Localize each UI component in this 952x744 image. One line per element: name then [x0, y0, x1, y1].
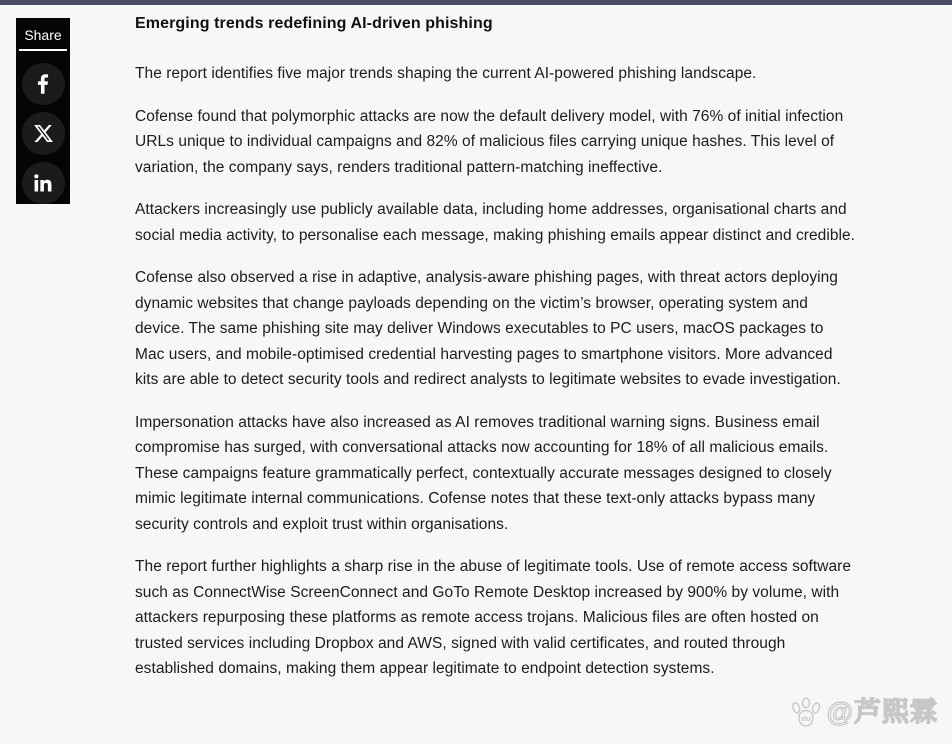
- watermark-text: @芦熙霖: [826, 696, 938, 727]
- watermark: [788, 696, 938, 728]
- share-facebook-button[interactable]: [22, 63, 65, 105]
- article-paragraph-legitimate-tools: The report further highlights a sharp rise in the abuse of legitimate tools. Use of remote access software such as ConnectWise ScreenConnect and GoTo Remote Desktop increased by 900% by volume, with attackers repurposing these platforms as remote access trojans. Malicious files are often hosted on trusted services including Dropbox and AWS, signed with valid certificates, and routed through established domains, making them appear legitimate to endpoint detection systems.: [135, 558, 852, 677]
- top-accent-bar: [0, 0, 952, 5]
- facebook-icon: [30, 71, 56, 97]
- share-x-button[interactable]: [22, 112, 65, 154]
- linkedin-icon: [31, 171, 55, 195]
- article-paragraph-adaptive-pages: Cofense also observed a rise in adaptive, analysis-aware phishing pages, with threat actors deploying dynamic websites that change payloads depending on the victim’s browser, operating system and device. The same phishing site may deliver Windows executables to PC users, macOS packages to Mac users, and mobile-optimised credential harvesting pages to smartphone visitors. More advanced kits are able to detect security tools and redirect analysts to legitimate websites to evade investigation.: [135, 269, 841, 388]
- share-divider: [19, 49, 67, 51]
- article-paragraph-intro: The report identifies five major trends shaping the current AI-powered phishing landscape.: [135, 65, 757, 82]
- svg-text:du: du: [801, 714, 811, 724]
- baidu-paw-icon: [788, 696, 824, 728]
- x-twitter-icon: [33, 123, 54, 144]
- share-widget: [16, 18, 70, 204]
- article-body: [135, 13, 857, 699]
- article-heading: Emerging trends redefining AI-driven phishing: [135, 15, 493, 32]
- article-paragraph-polymorphic: Cofense found that polymorphic attacks are now the default delivery model, with 76% of initial infection URLs unique to individual campaigns and 82% of malicious files carrying unique hashes. This level of variation, the company says, renders traditional pattern-matching ineffective.: [135, 107, 844, 176]
- share-label: Share: [24, 27, 62, 43]
- article-paragraph-personalisation: Attackers increasingly use publicly available data, including home addresses, organisational charts and social media activity, to personalise each message, making phishing emails appear distinct and credible.: [135, 201, 856, 244]
- share-linkedin-button[interactable]: [22, 162, 65, 204]
- article-paragraph-impersonation: Impersonation attacks have also increased as AI removes traditional warning signs. Business email compromise has surged, with conversational attacks now accounting for 18% of all malicious emails. These campaigns feature grammatically perfect, contextually accurate messages designed to closely mimic legitimate internal communications. Cofense notes that these text-only attacks bypass many security controls and exploit trust within organisations.: [135, 413, 832, 533]
